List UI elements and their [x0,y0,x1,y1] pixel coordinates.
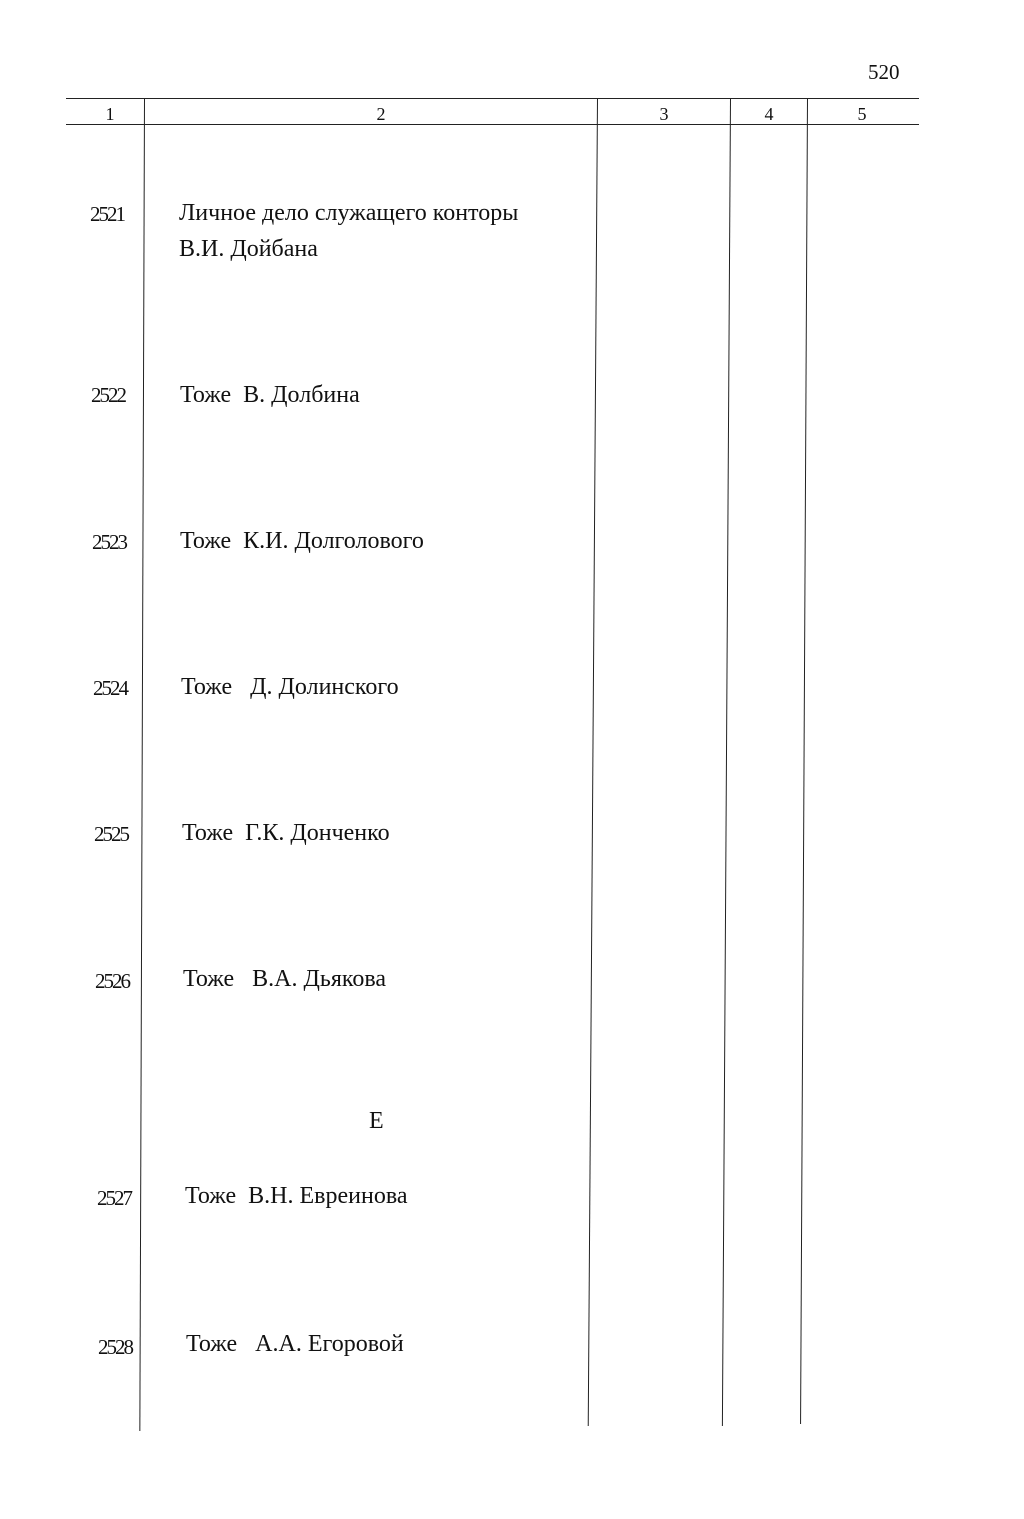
page-number: 520 [868,60,900,84]
row-number: 2526 [95,969,129,993]
row-description: Тоже Д. Долинского [181,674,399,700]
column-header-1: 1 [105,104,115,124]
column-header-4: 4 [764,104,774,124]
table-top-rule [66,98,919,99]
row-description: Тоже В. Долбина [180,382,360,408]
row-number: 2521 [90,202,124,226]
row-description: Тоже К.И. Долголового [180,528,424,554]
table-header-rule [66,124,919,125]
row-description-line: Личное дело служащего конторы [179,200,519,226]
column-header-5: 5 [857,104,867,124]
row-description: Тоже В.А. Дьякова [183,966,386,992]
row-description [179,195,518,267]
row-number: 2523 [92,530,126,554]
column-header-2: 2 [376,104,386,124]
column-divider-3 [722,98,731,1426]
column-header-3: 3 [659,104,669,124]
row-number: 2525 [94,822,128,846]
column-divider-4 [800,98,808,1424]
row-number: 2524 [93,676,127,700]
row-number: 2528 [98,1335,132,1359]
section-letter: Е [369,1108,384,1134]
row-description: Тоже А.А. Егоровой [186,1331,404,1357]
row-number: 2527 [97,1186,131,1210]
row-description: Тоже В.Н. Евреинова [185,1183,408,1209]
column-divider-2 [588,98,598,1426]
row-description: Тоже Г.К. Донченко [182,820,390,846]
row-number: 2522 [91,383,125,407]
column-divider-1 [139,98,145,1431]
row-description-line: В.И. Дойбана [179,236,318,262]
